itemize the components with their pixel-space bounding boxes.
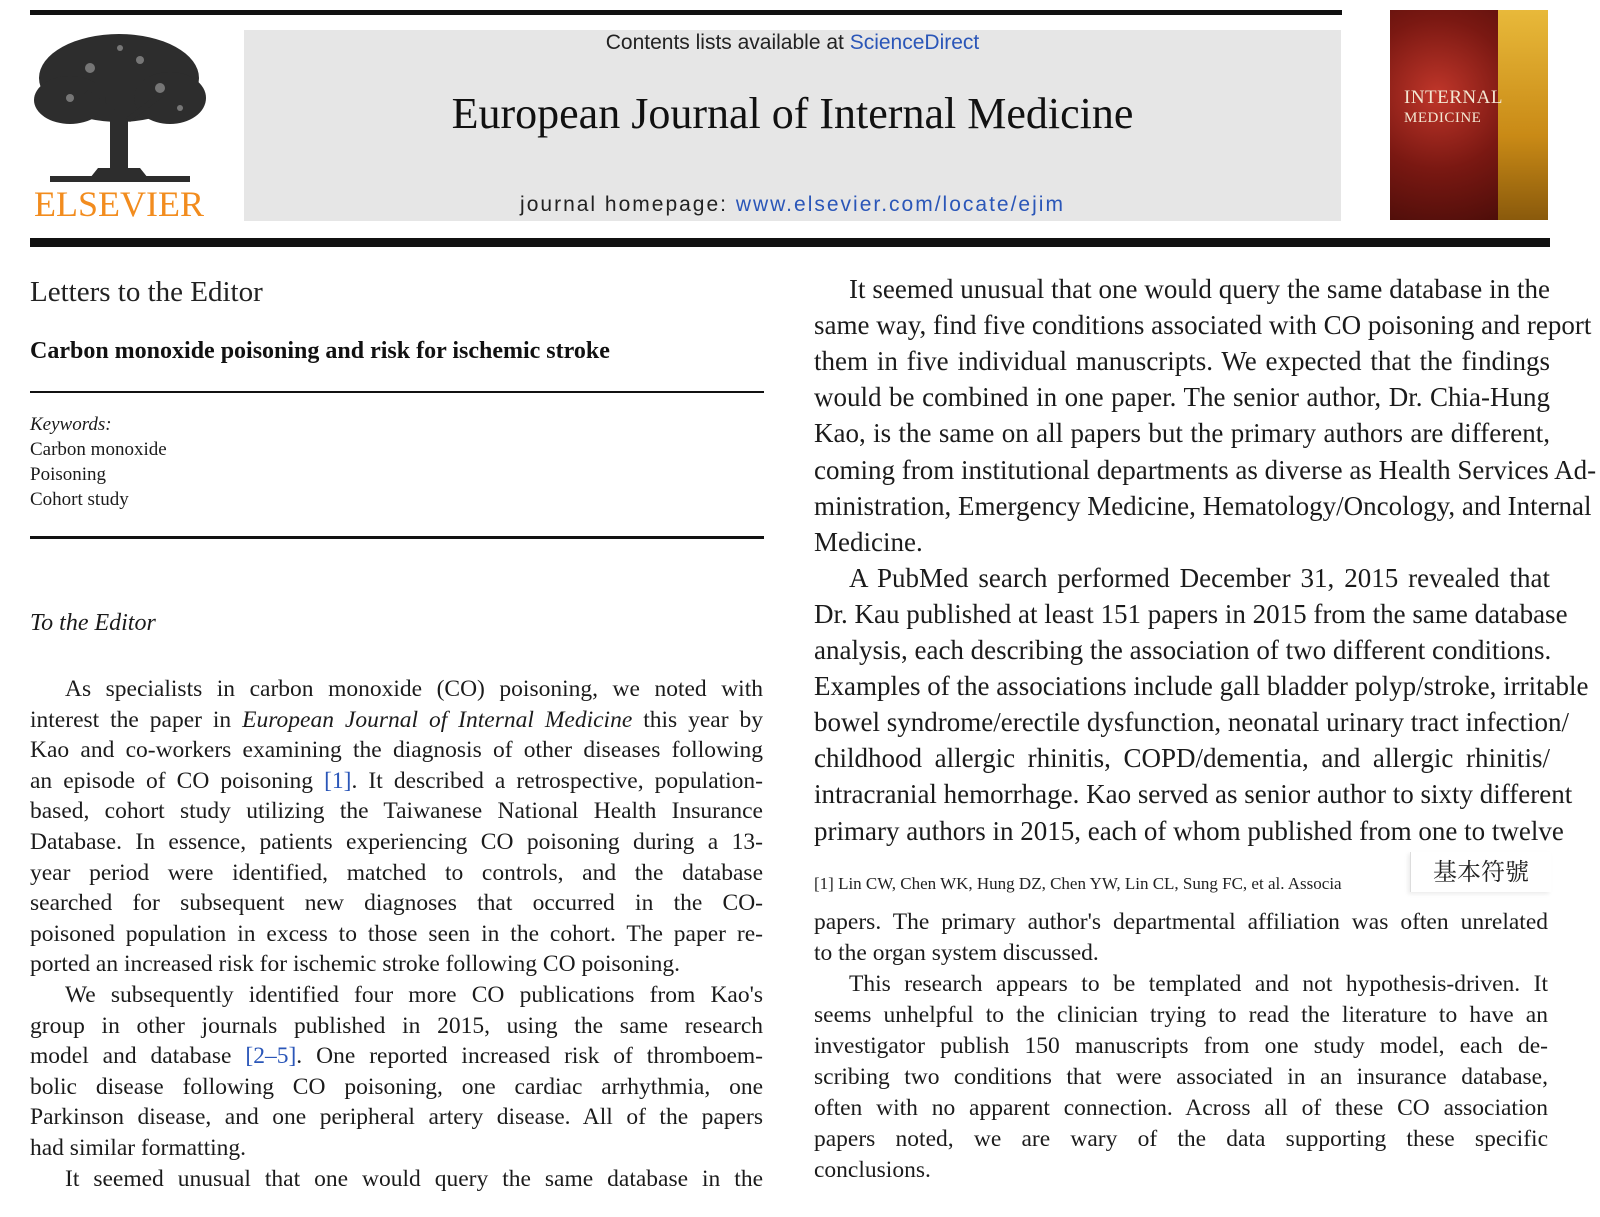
text-line: to the organ system discussed. xyxy=(814,940,1099,966)
text-line: papers. The primary author's departmental affiliation was often unrelated xyxy=(814,909,1548,935)
citation-link[interactable]: [2–5] xyxy=(245,1043,297,1070)
journal-banner xyxy=(244,30,1341,221)
divider xyxy=(30,391,764,393)
text-line: primary authors in 2015, each of whom published from one to twelve xyxy=(814,815,1564,846)
text-line: A PubMed search performed December 31, 2015 revealed that xyxy=(849,562,1550,593)
text-line: had similar formatting. xyxy=(30,1135,247,1161)
text-line: Kao, is the same on all papers but the primary authors are different, xyxy=(814,418,1550,449)
text-line: papers noted, we are wary of the data supporting these specific xyxy=(814,1126,1548,1152)
text-line: group in other journals published in 2015, using the same research xyxy=(30,1012,763,1039)
citation-link[interactable]: [1] xyxy=(324,767,352,794)
text-line: model and database [2–5]. One reported increased risk of thromboem- xyxy=(30,1043,763,1070)
footnote-reference[interactable]: [1] Lin CW, Chen WK, Hung DZ, Chen YW, Lin CL, Sung FC, et al. Associa xyxy=(814,874,1342,893)
text-line: seems unhelpful to the clinician trying to read the literature to have an xyxy=(814,1002,1548,1028)
elsevier-wordmark: ELSEVIER xyxy=(34,184,204,224)
text-line: Examples of the associations include gall bladder polyp/stroke, irritable xyxy=(814,671,1589,702)
text-line: scribing two conditions that were associated in an insurance database, xyxy=(814,1064,1548,1090)
text-line: intracranial hemorrhage. Kao served as senior author to sixty different xyxy=(814,779,1573,810)
text-line: bowel syndrome/erectile dysfunction, neonatal urinary tract infection/ xyxy=(814,707,1569,738)
journal-title: European Journal of Internal Medicine xyxy=(451,89,1134,138)
text-line: Kao and co-workers examining the diagnosis of other diseases following xyxy=(30,737,763,764)
keywords-label: Keywords: xyxy=(30,414,112,435)
text-line: same way, find five conditions associated with CO poisoning and report xyxy=(814,310,1592,341)
tree-icon xyxy=(30,28,208,188)
journal-cover-image[interactable] xyxy=(1390,10,1548,220)
keyword-item: Cohort study xyxy=(30,489,129,510)
text-line: Dr. Kau published at least 151 papers in 2015 from the same database xyxy=(814,598,1568,629)
section-label: Letters to the Editor xyxy=(30,276,263,308)
journal-homepage-link[interactable]: www.elsevier.com/locate/ejim xyxy=(735,193,1065,216)
keyword-item: Carbon monoxide xyxy=(30,439,167,460)
text-line: would be combined in one paper. The senior author, Dr. Chia-Hung xyxy=(814,382,1550,413)
text-line: bolic disease following CO poisoning, one cardiac arrhythmia, one xyxy=(30,1073,763,1100)
text-line: This research appears to be templated and not hypothesis-driven. It xyxy=(849,971,1548,997)
text-line: often with no apparent connection. Across all of these CO association xyxy=(814,1095,1548,1121)
text-line: It seemed unusual that one would query the same database in the xyxy=(849,274,1550,304)
text-line: interest the paper in European Journal of Internal Medicine this year by xyxy=(30,706,763,733)
text-line: Parkinson disease, and one peripheral artery disease. All of the papers xyxy=(30,1104,763,1131)
contents-line: Contents lists available at ScienceDirect xyxy=(605,31,980,54)
cover-stripe xyxy=(1498,10,1548,220)
divider xyxy=(30,536,764,539)
input-method-tooltip: 基本符號 xyxy=(1410,852,1551,892)
text-line: As specialists in carbon monoxide (CO) poisoning, we noted with xyxy=(65,676,763,702)
sciencedirect-link[interactable]: ScienceDirect xyxy=(849,31,980,54)
text-line: ministration, Emergency Medicine, Hematology/Oncology, and Internal xyxy=(814,490,1592,521)
article-title: Carbon monoxide poisoning and risk for ischemic stroke xyxy=(30,338,610,364)
text-line: year period were identified, matched to controls, and the database xyxy=(30,859,763,886)
text-line: conclusions. xyxy=(814,1157,931,1183)
text-line: them in five individual manuscripts. We expected that the findings xyxy=(814,346,1550,377)
text-line: an episode of CO poisoning [1]. It described a retrospective, population- xyxy=(30,767,764,794)
text-line: based, cohort study utilizing the Taiwanese National Health Insurance xyxy=(30,798,763,825)
text-line: searched for subsequent new diagnoses that occurred in the CO- xyxy=(30,890,763,917)
keyword-item: Poisoning xyxy=(30,464,107,485)
text-line: childhood allergic rhinitis, COPD/dementia, and allergic rhinitis/ xyxy=(814,743,1550,774)
homepage-line: journal homepage: www.elsevier.com/locate/ejim xyxy=(520,193,1065,216)
text-line: Database. In essence, patients experiencing CO poisoning during a 13- xyxy=(30,829,763,855)
text-line: coming from institutional departments as diverse as Health Services Ad- xyxy=(814,454,1597,485)
header-bottom-rule xyxy=(30,238,1550,247)
header-top-rule xyxy=(30,10,1342,15)
text-line: It seemed unusual that one would query the same database in the xyxy=(65,1165,763,1192)
cover-title: INTERNAL MEDICINE xyxy=(1404,87,1503,126)
elsevier-logo[interactable] xyxy=(30,28,208,224)
text-line: Medicine. xyxy=(814,526,923,557)
text-line: analysis, each describing the association of two different conditions. xyxy=(814,635,1552,665)
salutation: To the Editor xyxy=(30,610,156,636)
text-line: poisoned population in excess to those seen in the cohort. The paper re- xyxy=(30,920,763,947)
text-line: We subsequently identified four more CO publications from Kao's xyxy=(65,982,763,1008)
text-line: ported an increased risk for ischemic stroke following CO poisoning. xyxy=(30,951,681,978)
text-line: investigator publish 150 manuscripts from one study model, each de- xyxy=(814,1033,1548,1059)
